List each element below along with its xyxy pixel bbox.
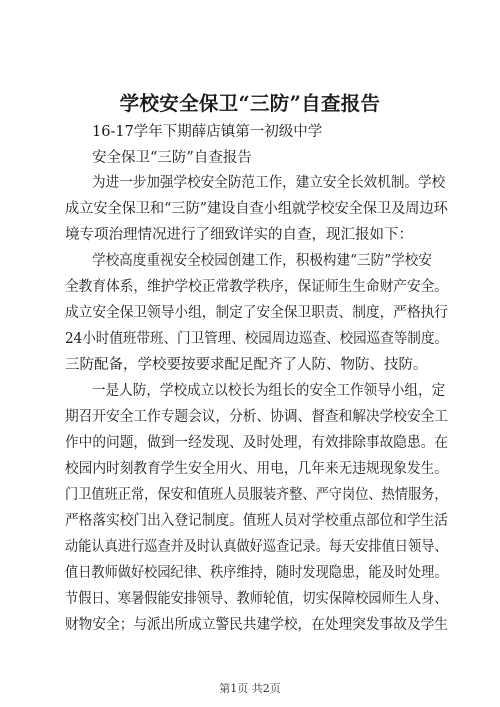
body-line-16: 值日教师做好校园纪律、秩序维持，随时发现隐患，能及时处理。 [65,565,448,581]
body-line-12: 校园内时刻教育学生安全用火、用电，几年来无违规现象发生。 [65,461,448,477]
body-line-7: 24小时值班带班、门卫管理、校园周边巡查、校园巡查等制度。 [65,331,448,347]
body-line-15: 动能认真进行巡查并及时认真做好巡查记录。每天安排值日领导、 [65,539,448,555]
page-number-footer: 第1页 共2页 [219,682,281,695]
body-line-4: 学校高度重视安全校园创建工作，积极构建“三防”学校安 [92,253,432,269]
body-line-18: 财物安全；与派出所成立警民共建学校，在处理突发事故及学生 [65,617,448,633]
document-title: 学校安全保卫“三防”自查报告 [119,92,381,115]
body-line-8: 三防配备，学校要按要求配足配齐了人防、物防、技防。 [65,357,428,373]
body-line-6: 成立安全保卫领导小组，制定了安全保卫职责、制度，严格执行 [65,305,448,321]
body-line-13: 门卫值班正常，保安和值班人员服装齐整、严守岗位、热情服务， [65,487,448,503]
body-line-9: 一是人防，学校成立以校长为组长的安全工作领导小组，定 [92,383,446,399]
body-line-2: 成立安全保卫和“三防”建设自查小组就学校安全保卫及周边环 [65,201,448,217]
body-line-14: 严格落实校门出入登记制度。值班人员对学校重点部位和学生活 [65,513,448,529]
body-line-1: 为进一步加强学校安全防范工作，建立安全长效机制。学校 [92,175,446,191]
school-line: 16-17学年下期薛店镇第一初级中学 [92,124,323,140]
body-line-10: 期召开安全工作专题会议，分析、协调、督查和解决学校安全工 [65,409,448,425]
body-line-11: 作中的问题，做到一经发现、及时处理，有效排除事故隐患。在 [65,435,448,451]
body-line-17: 节假日、寒暑假能安排领导、教师轮值，切实保障校园师生人身、 [65,591,448,607]
subtitle-line: 安全保卫“三防”自查报告 [92,150,252,166]
body-line-5: 全教育体系，维护学校正常教学秩序，保证师生生命财产安全。 [65,279,448,295]
body-line-3: 境专项治理情况进行了细致详实的自查，现汇报如下： [65,227,413,243]
